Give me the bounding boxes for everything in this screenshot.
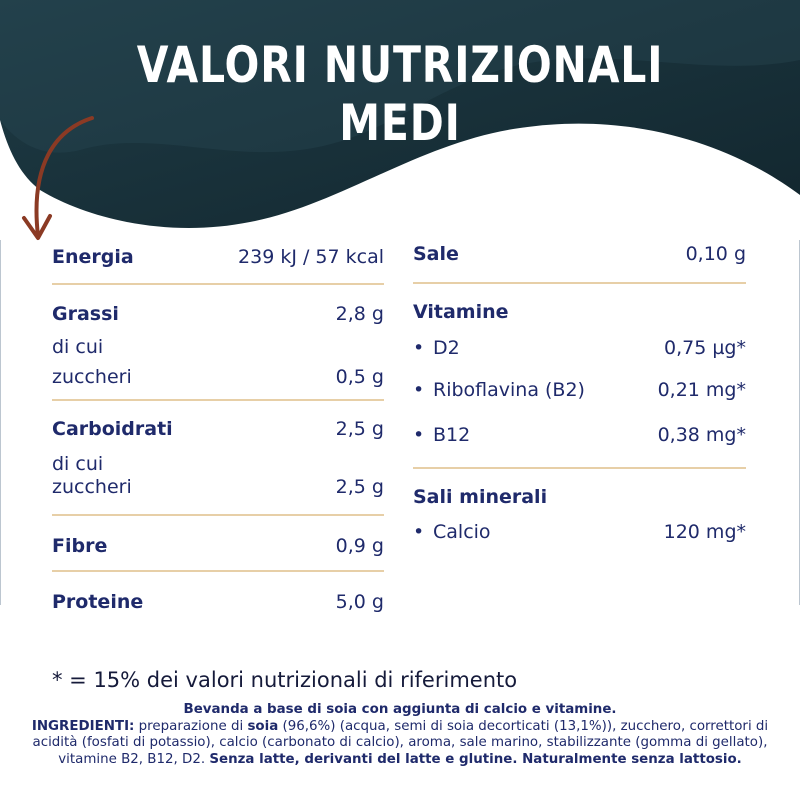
ingredients-block: [14, 702, 786, 768]
energia-label: Energia: [52, 246, 134, 268]
calcio-label: Calcio: [433, 521, 491, 543]
carboidrati-label: Carboidrati: [52, 418, 173, 440]
grassi-zuccheri-value: 0,5 g: [335, 366, 384, 388]
ingredients-text-1: preparazione di: [134, 718, 248, 734]
bullet-icon: •: [413, 521, 425, 543]
separator: [52, 514, 384, 516]
row-b12: [413, 424, 746, 446]
sale-label: Sale: [413, 243, 459, 265]
bullet-icon: •: [413, 379, 425, 401]
grassi-zuccheri-label: zuccheri: [52, 366, 132, 388]
row-grassi: [52, 303, 384, 325]
row-fibre: [52, 535, 384, 557]
row-grassi-zuccheri: [52, 366, 384, 388]
separator: [413, 467, 746, 469]
fibre-value: 0,9 g: [335, 535, 384, 557]
bullet-icon: •: [413, 424, 425, 446]
footnote: * = 15% dei valori nutrizionali di riferimento: [52, 668, 518, 692]
calcio-value: 120 mg*: [663, 521, 746, 543]
energia-value: 239 kJ / 57 kcal: [238, 246, 384, 268]
b12-label: B12: [433, 424, 471, 446]
b2-value: 0,21 mg*: [657, 379, 746, 401]
d2-value: 0,75 µg*: [664, 337, 746, 359]
row-b2: [413, 379, 746, 401]
b12-value: 0,38 mg*: [657, 424, 746, 446]
ingredients-label: INGREDIENTI:: [31, 718, 135, 734]
row-calcio: [413, 521, 746, 543]
product-description: Bevanda a base di soia con aggiunta di calcio e vitamine.: [183, 702, 617, 717]
separator: [52, 399, 384, 401]
carb-di-cui-label: di cui: [52, 453, 104, 475]
ingredients-text-2: (96,6%) (acqua, semi di soia decorticati (13,1%)), zucchero, correttori di acidità (fosfati di potassio), calcio (carbonato di calcio), aroma, sale marino, stabilizzante (gomma di gellato), vitamine B2, B12, D2.: [32, 718, 769, 767]
row-carboidrati: [52, 418, 384, 440]
bullet-icon: •: [413, 337, 425, 359]
separator: [52, 570, 384, 572]
sali-minerali-label: Sali minerali: [413, 486, 548, 508]
row-vitamine: [413, 301, 746, 323]
dietary-claim: Senza latte, derivanti del latte e glutine. Naturalmente senza lattosio.: [209, 751, 742, 767]
row-proteine: [52, 591, 384, 613]
grassi-value: 2,8 g: [335, 303, 384, 325]
row-energia: [52, 246, 384, 268]
d2-label: D2: [433, 337, 460, 359]
row-carb-di-cui: [52, 453, 384, 475]
row-carb-zuccheri: [52, 476, 384, 498]
separator: [413, 282, 746, 284]
carb-zuccheri-label: zuccheri: [52, 476, 132, 498]
row-sale: [413, 243, 746, 265]
grassi-label: Grassi: [52, 303, 119, 325]
b2-label: Riboflavina (B2): [433, 379, 585, 401]
separator: [52, 283, 384, 285]
row-grassi-di-cui: [52, 336, 384, 358]
proteine-label: Proteine: [52, 591, 144, 613]
proteine-value: 5,0 g: [335, 591, 384, 613]
vitamine-label: Vitamine: [413, 301, 509, 323]
carboidrati-value: 2,5 g: [335, 418, 384, 440]
fibre-label: Fibre: [52, 535, 108, 557]
allergen-soia: soia: [247, 718, 279, 734]
page-title: VALORI NUTRIZIONALI MEDI: [136, 36, 664, 152]
grassi-di-cui-label: di cui: [52, 336, 104, 358]
row-sali-minerali: [413, 486, 746, 508]
row-d2: [413, 337, 746, 359]
carb-zuccheri-value: 2,5 g: [335, 476, 384, 498]
sale-value: 0,10 g: [685, 243, 746, 265]
